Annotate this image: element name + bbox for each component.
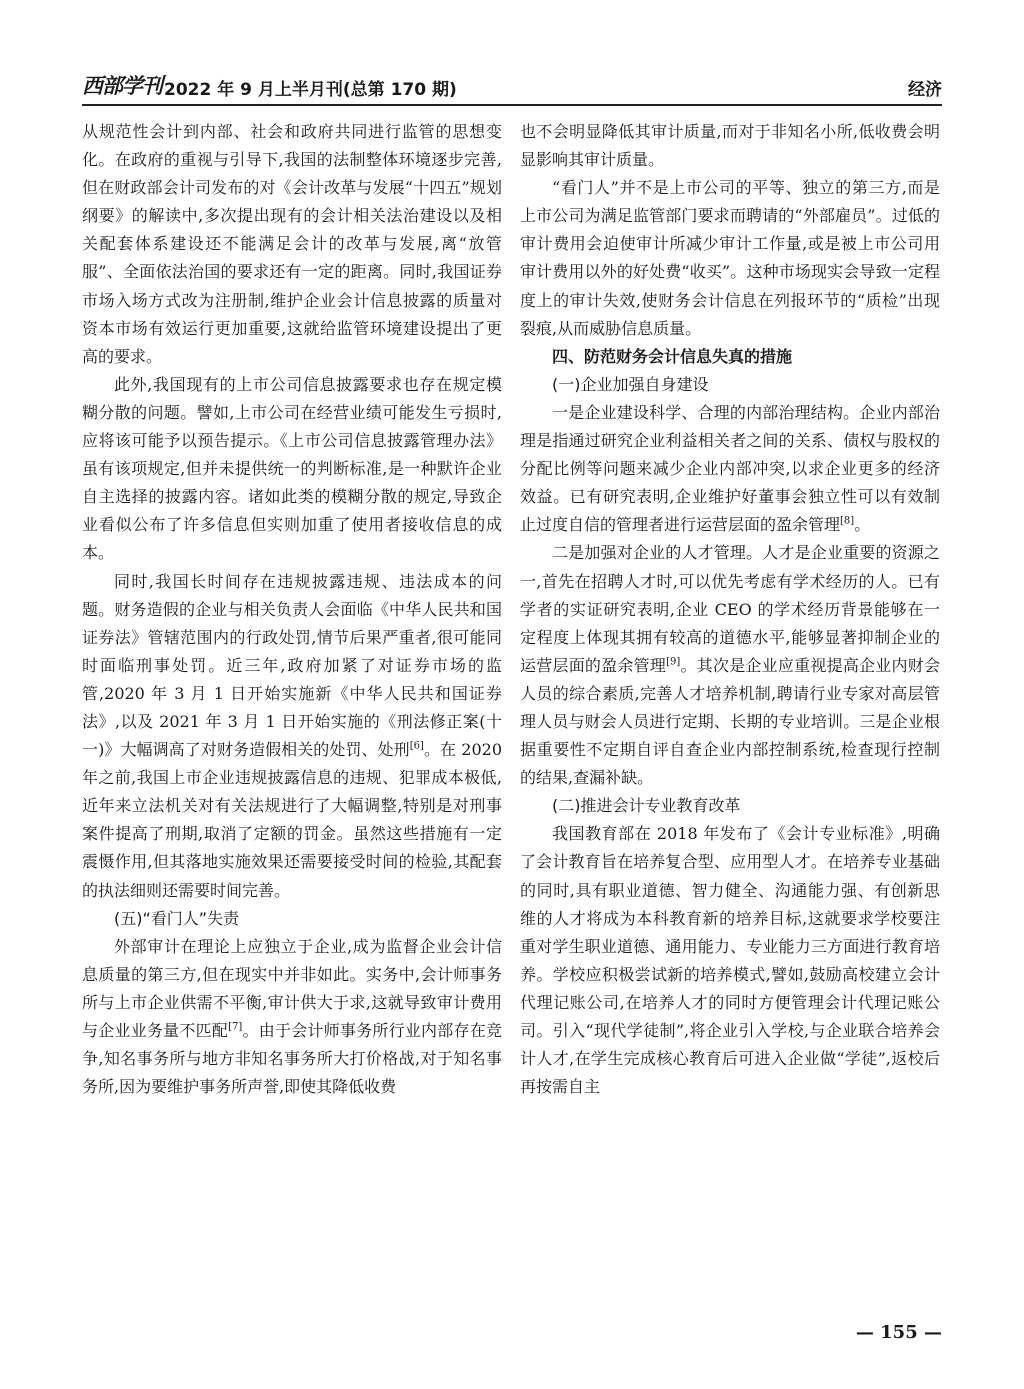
text-run: 。由于会计师事务所行业内部存在竞争,知名事务所与地方非知名事务所大打价格战,对于知名事务所,因为要维护事务所声誉,即使其降低收费 xyxy=(82,1021,502,1097)
paragraph xyxy=(82,568,502,905)
paragraph xyxy=(82,933,502,1102)
paragraph: 从规范性会计到内部、社会和政府共同进行监管的思想变化。在政府的重视与引导下,我国的法制整体环境逐步完善,但在财政部会计司发布的对《会计改革与发展“十四五”规划纲要》的解读中,多次提出现有的会计相关法治建设以及相关配套体系建设还不能满足会计的改革与发展,离“放管服”、全面依法治国的要求还有一定的距离。同时,我国证券市场入场方式改为注册制,维护企业会计信息披露的质量对资本市场有效运行更加重要,这就给监管环境建设提出了更高的要求。 xyxy=(82,122,502,366)
subsection-heading: (五)“看门人”失责 xyxy=(114,908,240,928)
text-run: 。其次是企业应重视提高企业内财会人员的综合素质,完善人才培养机制,聘请行业专家对高层管理人员与财会人员进行定期、长期的专业培训。三是企业根据重要性不定期自评自查企业内部控制系统,检查现行控制的结果,查漏补缺。 xyxy=(520,655,940,788)
paragraph: 也不会明显降低其审计质量,而对于非知名小所,低收费会明显影响其审计质量。 xyxy=(520,122,940,170)
paragraph: 我国教育部在 2018 年发布了《会计专业标准》,明确了会计教育旨在培养复合型、应用型人才。在培养专业基础的同时,具有职业道德、智力健全、沟通能力强、有创新思维的人才将成为本科教育新的培养目标,这就要求学校要注重对学生职业道德、通用能力、专业能力三方面进行教育培养。学校应积极尝试新的培养模式,譬如,鼓励高校建立会计代理记账公司,在培养人才的同时方便管理会计代理记账公司。引入“现代学徒制”,将企业引入学校,与企业联合培养会计人才,在学生完成核心教育后可进入企业做“学徒”,返校后再按需自主 xyxy=(520,824,940,1097)
citation: [6] xyxy=(409,740,424,752)
running-header xyxy=(82,66,942,106)
citation: [8] xyxy=(840,515,855,527)
text-run: 。在 2020 年之前,我国上市企业违规披露信息的违规、犯罪成本极低,近年来立法机关对有关法规进行了大幅调整,特别是对刑事案件提高了刑期,取消了定额的罚金。虽然这些措施有一定震慑作用,但其落地实施效果还需要接受时间的检验,其配套的执法细则还需要时间完善。 xyxy=(82,740,502,900)
text-run: 同时,我国长时间存在违规披露违规、违法成本的问题。财务造假的企业与相关负责人会面临《中华人民共和国证券法》管辖范围内的行政处罚,情节后果严重者,很可能同时面临刑事处罚。近三年,政府加紧了对证券市场的监管,2020 年 3 月 1 日开始实施新《中华人民共和国证券法》,以及 2021 年 3 月 1 日开始实施的《刑法修正案(十一)》大幅调高了对财务造假相关的处罚、处刑 xyxy=(82,571,502,760)
citation: [7] xyxy=(228,1021,243,1033)
paragraph: 此外,我国现有的上市公司信息披露要求也存在规定模糊分散的问题。譬如,上市公司在经营业绩可能发生亏损时,应将该可能予以预告提示。《上市公司信息披露管理办法》虽有该项规定,但并未提供统一的判断标准,是一种默许企业自主选择的披露内容。诸如此类的模糊分散的规定,导致企业看似公布了许多信息但实则加重了使用者接收信息的成本。 xyxy=(82,374,502,563)
text-run: 外部审计在理论上应独立于企业,成为监督企业会计信息质量的第三方,但在现实中并非如此。实务中,会计师事务所与上市企业供需不平衡,审计供大于求,这就导致审计费用与企业业务量不匹配 xyxy=(82,936,502,1040)
text-run: 一是企业建设科学、合理的内部治理结构。企业内部治理是指通过研究企业利益相关者之间的关系、债权与股权的分配比例等问题来减少企业内部冲突,以求企业更多的经济效益。已有研究表明,企业维护好董事会独立性可以有效制止过度自信的管理者进行运营层面的盈余管理 xyxy=(520,402,940,535)
subsection-heading: (一)企业加强自身建设 xyxy=(552,374,709,394)
citation: [9] xyxy=(666,656,681,668)
section-heading: 四、防范财务会计信息失真的措施 xyxy=(552,346,793,366)
text-run: 。 xyxy=(854,515,871,535)
paragraph: “看门人”并不是上市公司的平等、独立的第三方,而是上市公司为满足监管部门要求而聘请的“外部雇员”。过低的审计费用会迫使审计所减少审计工作量,或是被上市公司用审计费用以外的好处费“收买”。这种市场现实会导致一定程度上的审计失效,使财务会计信息在列报环节的“质检”出现裂痕,从而威胁信息质量。 xyxy=(520,178,940,338)
subsection-heading: (二)推进会计专业教育改革 xyxy=(552,796,741,816)
journal-logo: 西部学刊 xyxy=(82,73,162,98)
right-column xyxy=(520,118,940,1101)
paragraph xyxy=(520,539,940,792)
page-number: — 155 — xyxy=(855,1322,942,1343)
left-column xyxy=(82,118,502,1101)
issue-info: 2022 年 9 月上半月刊(总第 170 期) xyxy=(164,80,457,100)
paragraph xyxy=(520,399,940,539)
text-run: 二是加强对企业的人才管理。人才是企业重要的资源之一,首先在招聘人才时,可以优先考虑有学术经历的人。已有学者的实证研究表明,企业 CEO 的学术经历背景能够在一定程度上体现其拥有较高的道德水平,能够显著抑制企业的运营层面的盈余管理 xyxy=(520,543,940,675)
header-left xyxy=(82,70,457,100)
section-label: 经济 xyxy=(908,80,942,100)
